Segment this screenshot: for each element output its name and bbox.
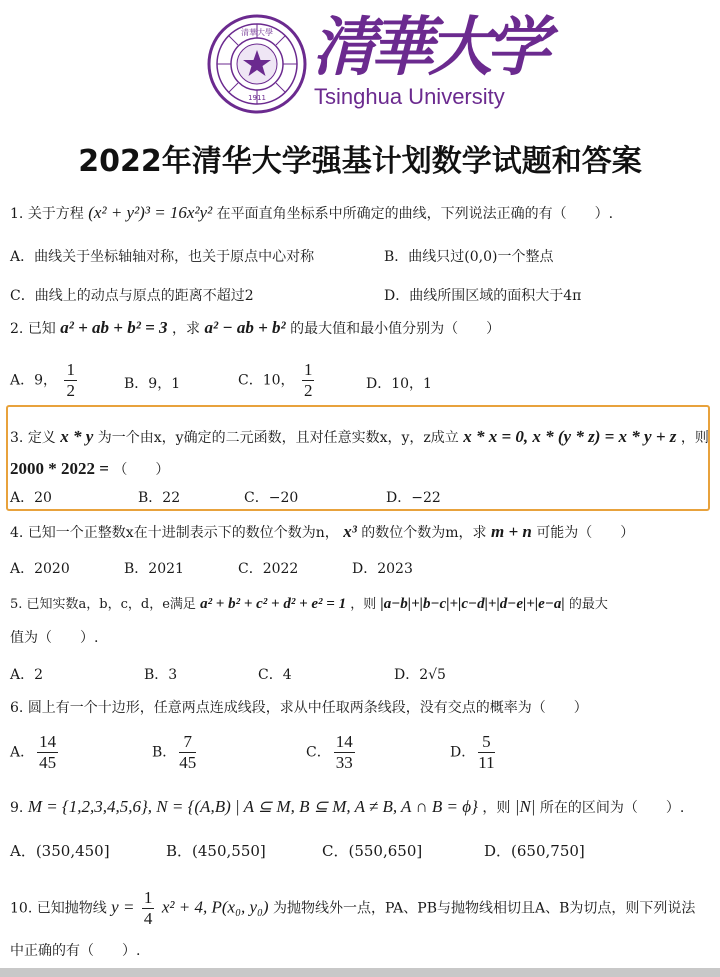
brand-name-cn: 清華大学: [312, 10, 544, 85]
q4-option-b: B．2021: [124, 561, 184, 577]
q9-option-c: C．(550,650]: [322, 842, 423, 860]
page-title: 2022年清华大学强基计划数学试题和答案: [78, 144, 642, 179]
q3-option-d: D．−22: [386, 490, 441, 506]
q4-option-d: D．2023: [352, 561, 413, 577]
question-2: 2. 已知 a² + ab + b² = 3 ，求 a² − ab + b² 的最大值和最小值分别为（ ）: [10, 318, 501, 337]
q3-option-a: A．20: [10, 490, 52, 506]
q1-option-a: A．曲线关于坐标轴轴对称，也关于原点中心对称: [10, 249, 315, 265]
q6-option-a: A． $\frac{14}{45}$: [10, 732, 57, 772]
q6-option-c: C． $\frac{14}{33}$: [306, 732, 353, 772]
q4-option-a: A．2020: [10, 561, 70, 577]
q6-option-b: B． $\frac{7}{45}$: [152, 732, 197, 772]
question-10: 10. 已知抛物线 y = $\frac{1}{4}$ x² + 4, P(x₀, y₀) 为抛物线外一点，PA、PB与抛物线相切且A、B为切点，则下列说法: [10, 888, 696, 928]
q9-option-d: D．(650,750]: [484, 842, 585, 860]
fraction: $\frac{1}{4}$: [143, 888, 153, 928]
brand-name-en: Tsinghua University: [314, 84, 505, 109]
q2-option-a: A．9， $\frac{1}{2}$: [10, 360, 75, 400]
question-3-highlight: [6, 405, 710, 511]
q2-option-d: D．10，1: [366, 376, 432, 392]
tsinghua-seal-icon: [207, 14, 307, 114]
question-3: 3. 定义 x * y 为一个由x，y确定的二元函数，且对任意实数x，y，z成立 x * x = 0, x * (y * z) = x * y + z ，则: [10, 427, 709, 446]
fraction: $\frac{14}{33}$: [335, 732, 353, 772]
q5-option-b: B．3: [144, 667, 178, 683]
fraction: $\frac{5}{11}$: [478, 732, 495, 772]
q5-option-a: A．2: [10, 667, 44, 683]
q9-option-a: A．(350,450]: [10, 842, 110, 860]
q4-option-c: C．2022: [238, 561, 299, 577]
q3-option-b: B．22: [138, 490, 181, 506]
q5-option-d: D．2√5: [394, 667, 446, 683]
q5-option-c: C．4: [258, 667, 292, 683]
q9-option-b: B．(450,550]: [166, 842, 266, 860]
question-1: 1. 关于方程 (x² + y²)³ = 16x²y² 在平面直角坐标系中所确定的曲线，下列说法正确的有（ ）.: [10, 203, 614, 222]
q1-option-c: C．曲线上的动点与原点的距离不超过2: [10, 288, 254, 304]
question-10-line2: 中正确的有（ ）.: [10, 943, 141, 959]
svg-text:清華大學: 清華大學: [241, 28, 273, 37]
q3-option-c: C．−20: [244, 490, 299, 506]
svg-text:1911: 1911: [248, 94, 266, 102]
q1-option-b: B．曲线只过(0,0)一个整点: [384, 249, 554, 265]
q2-option-b: B．9，1: [124, 376, 181, 392]
fraction: $\frac{7}{45}$: [179, 732, 197, 772]
question-9: 9. M = {1,2,3,4,5,6}, N = {(A,B) | A ⊆ M, B ⊆ M, A ≠ B, A ∩ B = ϕ} ，则 |N| 所在的区间为（ ）.: [10, 797, 685, 816]
fraction: $\frac{14}{45}$: [39, 732, 57, 772]
q1-option-d: D．曲线所围区域的面积大于4π: [384, 288, 582, 304]
fraction: $\frac{1}{2}$: [66, 360, 75, 400]
bottom-bar: [0, 968, 720, 977]
header: [0, 0, 720, 125]
question-4: 4. 已知一个正整数x在十进制表示下的数位个数为n， x³ 的数位个数为m，求 m + n 可能为（ ）: [10, 522, 635, 541]
question-3-line2: 2000 * 2022 = （ ）: [10, 459, 170, 478]
q6-option-d: D． $\frac{5}{11}$: [450, 732, 495, 772]
question-6: 6. 圆上有一个十边形，任意两点连成线段，求从中任取两条线段，没有交点的概率为（ ）: [10, 700, 588, 716]
fraction: $\frac{1}{2}$: [303, 360, 313, 400]
question-5: 5. 已知实数a，b，c，d，e满足 a² + b² + c² + d² + e² = 1 ，则 |a−b|+|b−c|+|c−d|+|d−e|+|e−a| 的最大: [10, 596, 608, 612]
question-5-line2: 值为（ ）.: [10, 630, 99, 646]
q2-option-c: C．10， $\frac{1}{2}$: [238, 360, 313, 400]
